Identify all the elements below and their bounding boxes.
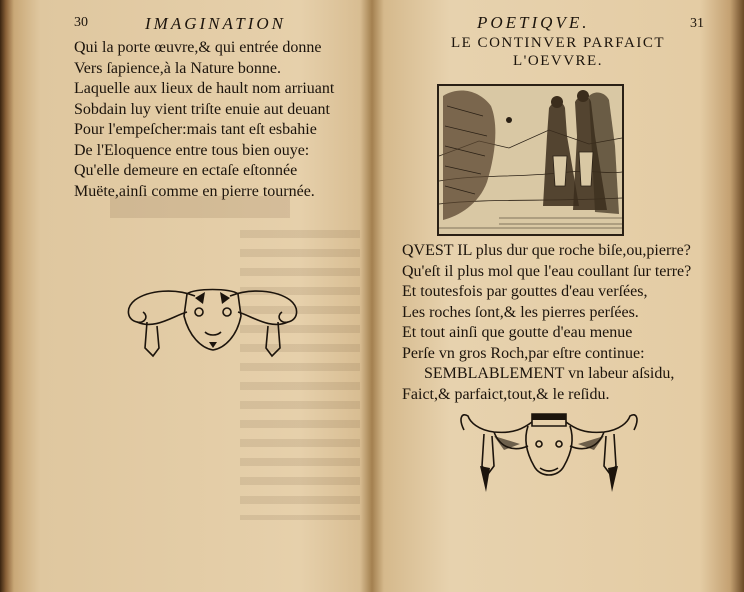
- page-number-left: 30: [74, 15, 88, 30]
- verse-line: Qu'elle demeure en ectaſe eſtonnée: [74, 162, 298, 179]
- verse-line: Laquelle aux lieux de hault nom arriuant: [74, 80, 335, 97]
- verse-line: Et tout ainſi que goutte d'eau menue: [402, 324, 633, 341]
- verse-line: Perſe vn gros Roch,par eſtre continue:: [402, 344, 645, 362]
- verse-left: [74, 38, 334, 202]
- verse-line: QVEST IL plus dur que roche biſe,ou,pierre?: [402, 242, 691, 259]
- show-through-text: [240, 230, 360, 520]
- verse-line: Vers ſapience,à la Nature bonne.: [74, 59, 282, 77]
- page-number-right: 31: [690, 16, 704, 31]
- verse-line: Sobdain luy vient triſte enuie aut deuant: [74, 100, 330, 118]
- verse-line: Faict,& parfaict,tout,& le reſidu.: [402, 385, 610, 403]
- verse-line: Qui la porte œuvre,& qui entrée donne: [74, 39, 322, 56]
- verse-line: Muëte,ainſi comme en pierre tournée.: [74, 182, 315, 200]
- woodcut-scene: [439, 86, 622, 234]
- emblem-motto-line2: L'OEVVRE.: [513, 53, 603, 69]
- ox-head-ornament: [454, 408, 644, 500]
- ram-head-ornament: [125, 286, 300, 366]
- running-head-right: POETIQVE.: [477, 13, 590, 32]
- verse-line: Pour l'empeſcher:mais tant eſt esbahie: [74, 121, 317, 138]
- verse-right: [402, 241, 691, 405]
- emblem-motto-line1: LE CONTINVER PARFAICT: [450, 35, 665, 51]
- right-page: [372, 0, 744, 592]
- verse-line: Et toutesfois par gouttes d'eau verſées,: [402, 283, 648, 300]
- verse-line: Les roches ſont,& les pierres perſées.: [402, 303, 639, 321]
- show-through-woodcut: [110, 196, 290, 218]
- verse-line: Qu'eſt il plus mol que l'eau coullant ſur terre?: [402, 262, 692, 280]
- running-head-left: IMAGINATION: [145, 14, 286, 33]
- emblem-woodcut: [437, 84, 624, 236]
- verse-line: SEMBLABLEMENT vn labeur aſsidu,: [424, 365, 675, 382]
- verse-line: De l'Eloquence entre tous bien ouye:: [74, 141, 310, 159]
